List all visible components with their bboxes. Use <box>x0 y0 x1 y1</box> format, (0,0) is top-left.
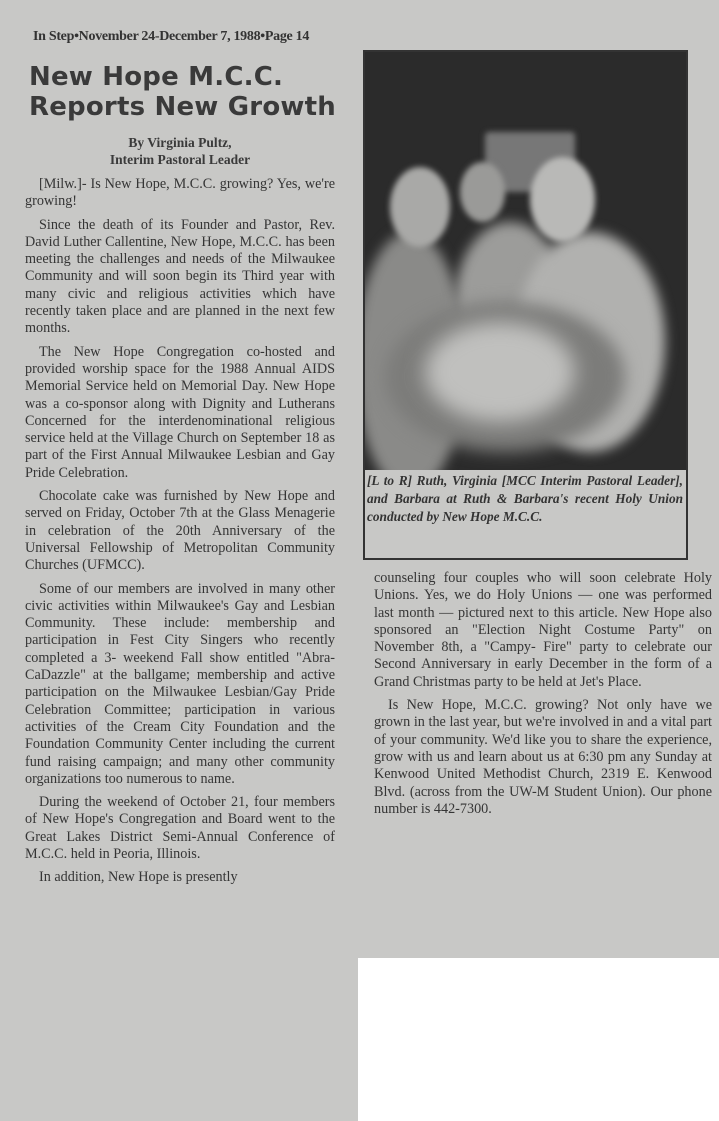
paragraph: The New Hope Congregation co-hosted and provided worship space for the 1988 Annual AIDS Memorial Service held on Memorial Day. New Hope was a co-sponsor along with Dignity and Lutherans Concerned for the interdenominational religious service held at the Village Church on September 18 as part of the First Annual Milwaukee Lesbian and Gay Pride Celebration. <box>25 343 335 481</box>
right-column <box>374 570 712 824</box>
blank-area <box>358 958 719 1121</box>
byline <box>25 134 335 168</box>
headline: New Hope M.C.C. Reports New Growth <box>29 62 336 122</box>
paragraph: [Milw.]- Is New Hope, M.C.C. growing? Yes, we're growing! <box>25 176 335 210</box>
paragraph: Is New Hope, M.C.C. growing? Not only have we grown in the last year, but we're involved in and a vital part of your community. We'd like you to share the experience, grow with us and learn about us at 6:30 pm any Sunday at Kenwood United Methodist Church, 2319 E. Kenwood Blvd. (across from the UW-M Student Union). Our phone number is 442-7300. <box>374 697 712 817</box>
paragraph: During the weekend of October 21, four members of New Hope's Congregation and Board went to the Great Lakes District Semi-Annual Conference of M.C.C. held in Peoria, Illinois. <box>25 794 335 862</box>
byline-author: By Virginia Pultz, <box>128 135 232 150</box>
paragraph: In addition, New Hope is presently <box>39 869 238 886</box>
photo-caption: [L to R] Ruth, Virginia [MCC Interim Pastoral Leader], and Barbara at Ruth & Barbara's recent Holy Union conducted by New Hope M.C.C. <box>367 473 683 524</box>
paragraph: counseling four couples who will soon celebrate Holy Unions. Yes, we do Holy Unions — one was performed last month — pictured next to this article. New Hope also sponsored an "Election Night Costume Party" on November 8th, a "Campy- Fire" party to celebrate our Second Anniversary in early December in the form of a Grand Christmas party to be held at Jet's Place. <box>374 570 712 690</box>
byline-title: Interim Pastoral Leader <box>109 152 251 167</box>
photo-frame <box>363 50 688 560</box>
paragraph: Chocolate cake was furnished by New Hope and served on Friday, October 7th at the Glass Menagerie in celebration of the 20th Anniversary of the Universal Fellowship of Metropolitan Community Churches (UFMCC). <box>25 488 335 574</box>
left-column <box>25 176 335 893</box>
paragraph: Since the death of its Founder and Pastor, Rev. David Luther Callentine, New Hope, M.C.C. has been meeting the challenges and needs of the Milwaukee Community and will soon begin its Third year with many civic and religious activities which have recently taken place and are planned in the next few months. <box>25 216 335 337</box>
paragraph: Some of our members are involved in many other civic activities within Milwaukee's Gay and Lesbian Community. These include: membership and participation in Fest City Singers who recently completed a 3- weekend Fall show entitled "Abra-CaDazzle" at the ballgame; membership and active participation on the Milwaukee Lesbian/Gay Pride Celebration Committee; participation in various activities of the Cream City Foundation and the Foundation Community Center including the current fund raising campaign; and many other community organizations too numerous to name. <box>25 580 335 787</box>
photo <box>365 52 686 470</box>
folio-line: In Step•November 24-December 7, 1988•Page 14 <box>33 29 310 44</box>
